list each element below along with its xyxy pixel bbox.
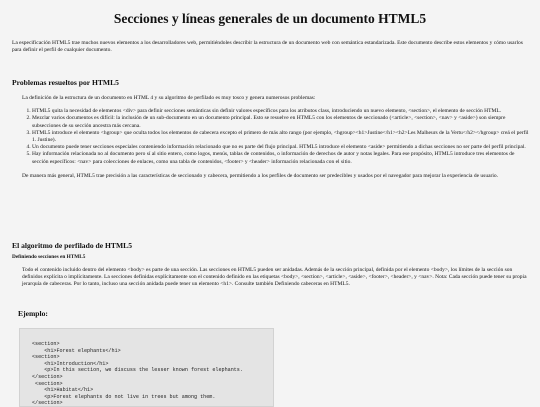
list-item: 2. Mezclar varios documentos es difícil: la inclusión de un sub-documento en un documento principal. Esto se resuelve en HTML5 con los elementos de seccionado (<article>, <section>, <nav> y <aside>) son siempre subsecciones de su sección ancestra más cercana.	[32, 115, 532, 129]
code-example-box	[19, 328, 274, 407]
list-item: 4. Un documento puede tener secciones especiales conteniendo información relacionado que no es parte del flujo principal. HTML5 introduce el elemento <aside> permitiendo a dichas secciones no ser parte del perfil principal.	[32, 144, 532, 151]
list-item: 3. HTML5 introduce el elemento <hgroup> que oculta todos los elementos de cabecera excepto el primero de más alto rango (por ejemplo, <hgroup><h1>Justine</h1><h2>Les Malheurs de la Vertu</h2></hgroup> creá el perfil 1. Justine).	[32, 130, 532, 144]
list-item: 1. HTML5 quita la necesidad de elementos <div> para definir secciones semánticas sin definir valores específicos para los atributos class, introduciendo un nuevo elemento, <section>, el elemento de sección HTML.	[32, 108, 532, 115]
page-title: Secciones y líneas generales de un documento HTML5	[113, 11, 427, 26]
section-problems-intro: La definición de la estructura de un documento en HTML 4 y su algoritmo de perfilado es muy tosco y genera numerosos problemas:	[22, 95, 316, 101]
section-heading-algorithm: El algoritmo de perfilado de HTML5	[12, 241, 133, 250]
list-item: 5. Hay información relacionada no al documento pero sí al sitio entero, como logos, menús, tablas de contenidos, o información de derechos de autor y notas legales. Para ese propósito, HTML5 introduce tres elementos de sección específicos: <nav> para colecciones de enlaces, como una tabla de contenidos, <footer> y <header> información relacionada con el sitio.	[32, 151, 532, 165]
section-problems	[12, 78, 532, 180]
code-example: <section> <h1>Forest elephants</h1> <section> <h1>Introduction</h1> <p>In this section, we discuss the lesser known forest elephants. </section> <section> <h1>Habitat</h1> <p>Forest elephants do not live in trees but among them. </section>	[32, 341, 243, 407]
section-heading-problems: Problemas resueltos por HTML5	[12, 78, 119, 87]
problems-list	[12, 108, 532, 166]
section-problems-summary: De manera más general, HTML5 trae precisión a las características de seccionado y cabecera, permitiendo a los perfiles de documento ser predecibles y usados por el navegador para mejorar la experiencia de usuario.	[22, 172, 498, 179]
subheading-defining-sections: Definiendo secciones en HTML5	[12, 254, 86, 260]
section-algorithm-paragraph: Todo el contenido incluido dentro del elemento <body> es parte de una sección. Las secciones en HTML5 pueden ser anidadas. Además de la sección principal, definida por el elemento <body>, los límites de la sección son definidos explícita o implícitamente. La secciones definidas explícitamente son el contenido definido en las etiquetas <body>, <section>, <article>, <aside>, <footer>, <header>, y <nav>. Nota: Cada sección puede tener su propia jerarquía de cabeceras. Por lo tanto, incluso una sección anidada puede tener un elemento <h1>. Consulte también Definiendo cabeceras en HTML5.	[22, 266, 527, 287]
section-algorithm	[12, 241, 532, 288]
example-heading: Ejemplo:	[18, 309, 48, 318]
intro-paragraph: La especificación HTML5 trae muchos nuevos elementos a los desarrolladores web, permitiéndoles describir la estructura de un documento web con semántica estandarizada. Este documento describe estos elementos y cómo usarlos para definir el perfil de cualquier documento.	[12, 40, 523, 54]
